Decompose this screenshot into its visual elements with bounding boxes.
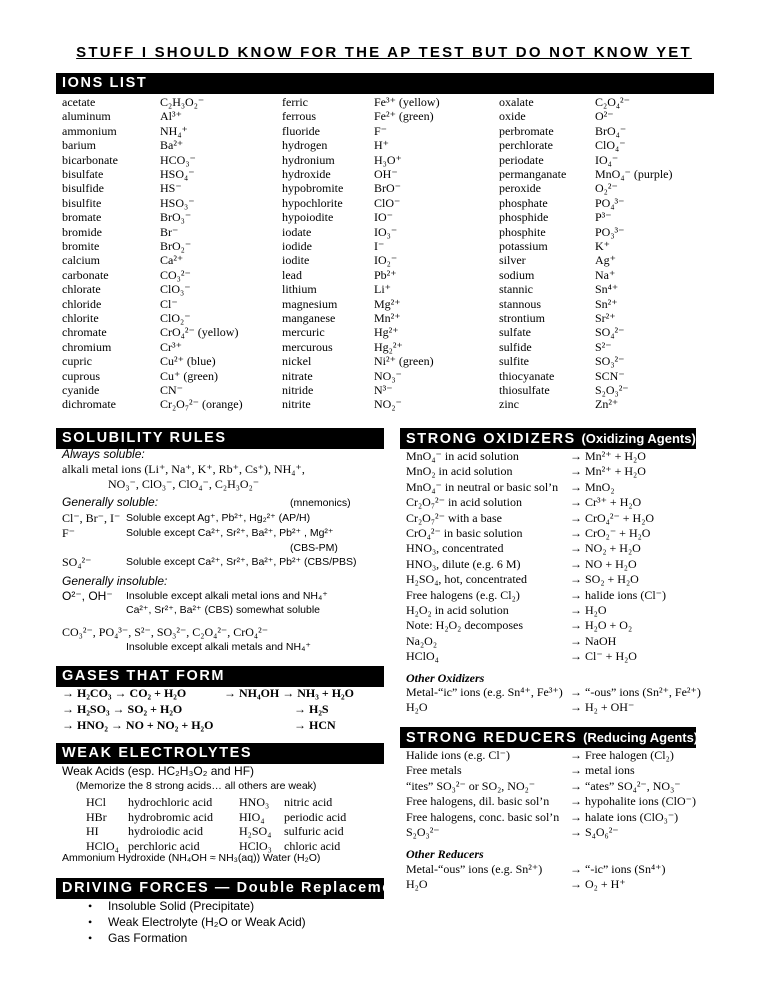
driving-force-item-1: Insoluble Solid (Precipitate) [108, 899, 255, 913]
rule-anions-ions: CO₃²⁻, PO₄³⁻, S²⁻, SO₃²⁻, C₂O₄²⁻, CrO₄²⁻ [62, 625, 269, 639]
ion-name: chloride [62, 296, 102, 311]
other-oxidizer-2-reactant: H₂O [406, 700, 428, 714]
ion-name: nitrate [282, 368, 313, 383]
ion-formula: Cr₂O₇²⁻ (orange) [160, 397, 243, 412]
reaction-reactant: MnO₄⁻ in acid solution [406, 449, 519, 463]
gas-row-3-left: → HNO₂ → NO + NO₂ + H₂O [62, 718, 214, 732]
reaction-reactant: “ites” SO₃²⁻ or SO₂, NO₂⁻ [406, 778, 536, 793]
ion-formula: Mn²⁺ [374, 311, 401, 325]
gas-row-1-left: → H₂CO₃ → CO₂ + H₂O [62, 686, 187, 700]
ion-name: ferric [282, 95, 308, 109]
ion-formula: SO₄²⁻ [595, 325, 625, 340]
ion-name: bisulfide [62, 181, 104, 196]
other-reducers-label: Other Reducers [406, 847, 484, 861]
reaction-product: → hypohalite ions (ClO⁻) [570, 794, 696, 809]
ion-formula: Mg²⁺ [374, 296, 401, 311]
ion-formula: Sr²⁺ [595, 311, 616, 325]
reaction-reactant: Free halogens (e.g. Cl₂) [406, 587, 520, 602]
ion-formula: Ca²⁺ [160, 253, 184, 268]
ion-formula: Cu²⁺ (blue) [160, 354, 216, 369]
ion-formula: H⁺ [374, 138, 389, 153]
ion-name: hypochlorite [282, 195, 343, 210]
ion-name: chromate [62, 325, 107, 340]
ion-formula: HS⁻ [160, 181, 182, 196]
gas-row-3-right: → HCN [294, 718, 336, 732]
ion-formula: O₂²⁻ [595, 181, 618, 196]
ion-name: barium [62, 138, 96, 153]
solubility-header: SOLUBILITY RULES [56, 428, 384, 449]
rule-fluoride-ions: F⁻ [62, 526, 76, 540]
ion-name: bromite [62, 239, 100, 253]
acid-name: sulfuric acid [284, 824, 344, 838]
ion-name: chromium [62, 339, 112, 354]
ion-name: nitrite [282, 397, 311, 412]
ion-formula: ClO₄⁻ [595, 138, 626, 153]
ion-name: fluoride [282, 123, 320, 138]
ion-name: bisulfite [62, 195, 102, 210]
weak-bases-line: Ammonium Hydroxide (NH₄OH ≈ NH₃(aq)) Water (H₂O) [62, 852, 321, 864]
ion-name: hypobromite [282, 181, 344, 196]
ion-formula: S²⁻ [595, 339, 612, 354]
driving-force-item-2: Weak Electrolyte (H₂O or Weak Acid) [108, 915, 306, 929]
ion-name: nickel [282, 354, 312, 369]
reaction-product: → NO + H₂O [570, 556, 637, 571]
rule-fluoride-mnemonic: (CBS-PM) [290, 542, 338, 554]
reaction-reactant: MnO₄⁻ in neutral or basic sol’n [406, 479, 559, 494]
always-soluble-line-2: NO₃⁻, ClO₃⁻, ClO₄⁻, C₂H₃O₂⁻ [108, 477, 260, 491]
driving-forces-header: DRIVING FORCES — Double Replacement [56, 878, 384, 899]
other-oxidizer-2-product: → H₂ + OH⁻ [570, 700, 635, 714]
ion-formula: H₃O⁺ [374, 152, 402, 167]
ion-name: sodium [499, 267, 535, 282]
ion-name: ammonium [62, 123, 117, 138]
ion-name: acetate [62, 95, 96, 109]
ion-formula: Li⁺ [374, 282, 391, 297]
acid-name: nitric acid [284, 795, 333, 809]
ion-name: phosphite [499, 224, 546, 239]
ion-formula: Ag⁺ [595, 253, 616, 268]
reaction-reactant: MnO₂ in acid solution [406, 464, 513, 479]
ion-formula: Br⁻ [160, 224, 179, 239]
ion-name: peroxide [499, 181, 541, 196]
ion-name: chlorate [62, 282, 101, 297]
ion-name: mercurous [282, 339, 333, 354]
other-reducer-2-product: → O₂ + H⁺ [570, 877, 626, 891]
rule-halides-ions: Cl⁻, Br⁻, I⁻ [62, 511, 121, 525]
reaction-reactant: Note: H₂O₂ decomposes [406, 618, 524, 633]
rule-halides-text: Soluble except Ag⁺, Pb²⁺, Hg₂²⁺ (AP/H) [126, 512, 311, 524]
ion-name: hydroxide [282, 167, 331, 181]
ion-name: sulfide [499, 339, 532, 354]
bullet-dot: • [88, 899, 93, 913]
reaction-product: → NO₂ + H₂O [570, 541, 641, 556]
ion-name: thiosulfate [499, 383, 550, 397]
ion-formula: N³⁻ [374, 383, 393, 397]
ion-formula: Hg²⁺ [374, 325, 399, 340]
reaction-reactant: HClO₄ [406, 649, 439, 664]
reducers-header [400, 727, 699, 748]
ions-list-header: IONS LIST [56, 73, 714, 94]
ion-formula: HSO₄⁻ [160, 167, 195, 181]
reaction-reactant: Cr₂O₇²⁻ in acid solution [406, 495, 522, 510]
ion-name: phosphate [499, 195, 548, 210]
ion-formula: OH⁻ [374, 167, 398, 181]
acid-name: chloric acid [284, 838, 341, 853]
reaction-reactant: Halide ions (e.g. Cl⁻) [406, 748, 510, 762]
ion-formula: Cl⁻ [160, 296, 178, 311]
ion-formula: Hg₂²⁺ [374, 339, 403, 354]
acid-name: periodic acid [284, 809, 347, 824]
ion-formula: BrO₄⁻ [595, 123, 627, 138]
ion-name: potassium [499, 239, 548, 253]
ion-formula: I⁻ [374, 239, 385, 253]
reaction-product: → NaOH [570, 633, 617, 648]
ion-name: oxalate [499, 95, 534, 109]
ion-formula: Zn²⁺ [595, 397, 619, 412]
ion-name: nitride [282, 383, 314, 397]
acid-formula: H₂SO₄ [239, 824, 272, 838]
ion-name: dichromate [62, 397, 116, 412]
reaction-reactant: Free halogens, conc. basic sol’n [406, 809, 560, 824]
ion-formula: Cr³⁺ [160, 339, 182, 354]
ion-name: zinc [499, 397, 519, 412]
ion-name: bromate [62, 210, 102, 225]
ion-formula: Fe³⁺ (yellow) [374, 95, 440, 109]
always-soluble-label: Always soluble: [62, 447, 145, 461]
ion-formula: HSO₃⁻ [160, 195, 195, 210]
ion-name: lithium [282, 282, 317, 297]
acid-name: hydrobromic acid [128, 809, 213, 824]
oxidizers-title: STRONG OXIDIZERS [406, 431, 576, 447]
ion-formula: PO₃³⁻ [595, 224, 625, 239]
ion-formula: BrO₃⁻ [160, 210, 192, 225]
driving-force-item-3: Gas Formation [108, 931, 188, 945]
ion-name: hydrogen [282, 138, 328, 153]
bullet-dot: • [88, 915, 93, 929]
ion-name: aluminum [62, 109, 111, 124]
reaction-product: → H₂O + O₂ [570, 618, 633, 633]
reaction-product: → Cr³⁺ + H₂O [570, 495, 642, 510]
rule-sulfate-text: Soluble except Ca²⁺, Sr²⁺, Ba²⁺, Pb²⁺ (CBS/PBS) [126, 556, 357, 568]
ion-name: periodate [499, 152, 544, 167]
always-soluble-line-1: alkali metal ions (Li⁺, Na⁺, K⁺, Rb⁺, Cs⁺), NH₄⁺, [62, 462, 305, 476]
gas-row-1-right: → NH₄OH → NH₃ + H₂O [224, 686, 354, 700]
reaction-reactant: Cr₂O₇²⁻ with a base [406, 510, 502, 525]
ion-formula: K⁺ [595, 239, 610, 253]
rule-sulfate-ions: SO₄²⁻ [62, 555, 92, 569]
ion-formula: ClO₂⁻ [160, 311, 191, 325]
reaction-product: → H₂O [570, 603, 607, 617]
ion-name: perbromate [499, 123, 554, 138]
reaction-product: → SO₂ + H₂O [570, 572, 639, 587]
rule-fluoride-text: Soluble except Ca²⁺, Sr²⁺, Ba²⁺, Pb²⁺ , Mg²⁺ [126, 527, 334, 539]
ion-name: hypoiodite [282, 210, 334, 225]
reaction-product: → halate ions (ClO₃⁻) [570, 809, 679, 824]
oxidizers-subtitle: (Oxidizing Agents) [581, 431, 696, 446]
ion-name: phosphide [499, 210, 549, 225]
ion-formula: CrO₄²⁻ (yellow) [160, 325, 239, 340]
reaction-product: → “ates” SO₄²⁻, NO₃⁻ [570, 778, 681, 793]
other-oxidizers-label: Other Oxidizers [406, 671, 485, 685]
other-reducer-1-product: → “-ic” ions (Sn⁴⁺) [570, 862, 666, 876]
ion-name: iodide [282, 239, 312, 253]
reaction-product: → Mn²⁺ + H₂O [570, 464, 646, 479]
ion-formula: S₂O₃²⁻ [595, 383, 629, 397]
ion-formula: NO₂⁻ [374, 397, 402, 412]
acid-formula: HBr [86, 809, 107, 824]
reaction-reactant: Na₂O₂ [406, 633, 438, 648]
ion-formula: O²⁻ [595, 109, 614, 124]
ion-formula: C₂H₃O₂⁻ [160, 95, 205, 109]
ion-name: bisulfate [62, 167, 104, 181]
ion-formula: BrO₂⁻ [160, 239, 192, 253]
ion-name: oxide [499, 109, 526, 124]
page-title: STUFF I SHOULD KNOW FOR THE AP TEST BUT DO NOT KNOW YET [76, 44, 692, 61]
strong-acids-note: (Memorize the 8 strong acids… all others are weak) [76, 780, 317, 792]
ion-name: cyanide [62, 383, 100, 397]
reaction-product: → Cl⁻ + H₂O [570, 649, 637, 664]
ion-name: silver [499, 253, 526, 268]
ion-formula: SO₃²⁻ [595, 354, 625, 369]
ion-formula: P³⁻ [595, 210, 612, 225]
acid-name: hydroiodic acid [128, 824, 203, 838]
reaction-product: → Mn²⁺ + H₂O [570, 449, 646, 463]
reaction-reactant: H₂SO₄, hot, concentrated [406, 572, 528, 587]
reaction-product: → Free halogen (Cl₂) [570, 748, 674, 762]
ion-name: permanganate [499, 167, 567, 181]
generally-insoluble-label: Generally insoluble: [62, 574, 168, 588]
weak-electrolytes-header: WEAK ELECTROLYTES [56, 743, 384, 764]
rule-oxide-text: Insoluble except alkali metal ions and NH₄⁺ [126, 590, 328, 602]
reducers-title: STRONG REDUCERS [406, 730, 578, 746]
weak-acids-line: Weak Acids (esp. HC₂H₃O₂ and HF) [62, 764, 255, 778]
acid-formula: HCl [86, 795, 107, 809]
ion-name: manganese [282, 311, 336, 325]
ion-formula: IO₃⁻ [374, 224, 398, 239]
rule-oxide-ions: O²⁻, OH⁻ [62, 589, 113, 603]
ion-formula: F⁻ [374, 123, 388, 138]
reaction-product: → halide ions (Cl⁻) [570, 587, 666, 602]
reaction-reactant: HNO₃, concentrated [406, 541, 504, 556]
ion-formula: HCO₃⁻ [160, 152, 196, 167]
gas-row-2-right: → H₂S [294, 702, 329, 716]
acid-formula: HClO₃ [239, 838, 272, 853]
ion-formula: NO₃⁻ [374, 368, 402, 383]
ion-name: bromide [62, 224, 102, 239]
acid-formula: HI [86, 824, 99, 838]
reaction-reactant: H₂O₂ in acid solution [406, 603, 509, 617]
ion-name: carbonate [62, 267, 109, 282]
bullet-dot: • [88, 931, 93, 945]
reaction-reactant: Free metals [406, 763, 462, 778]
reaction-product: → MnO₂ [570, 479, 615, 494]
reaction-product: → CrO₄²⁻ + H₂O [570, 510, 655, 525]
ion-formula: Ni²⁺ (green) [374, 354, 434, 369]
ion-name: iodate [282, 224, 312, 239]
other-oxidizer-1-product: → “-ous” ions (Sn²⁺, Fe²⁺) [570, 685, 701, 699]
ion-name: magnesium [282, 296, 338, 311]
ion-name: ferrous [282, 109, 316, 124]
ion-formula: Sn⁴⁺ [595, 282, 619, 297]
ion-formula: IO⁻ [374, 210, 393, 225]
gases-header: GASES THAT FORM [56, 666, 384, 687]
ion-formula: NH₄⁺ [160, 123, 188, 138]
ion-name: bicarbonate [62, 152, 118, 167]
ion-name: hydronium [282, 152, 335, 167]
ion-name: thiocyanate [499, 368, 555, 383]
reaction-product: → CrO₂⁻ + H₂O [570, 526, 651, 540]
ion-formula: CO₃²⁻ [160, 267, 191, 282]
ion-name: sulfite [499, 354, 529, 369]
ion-formula: Pb²⁺ [374, 267, 397, 282]
ion-formula: Fe²⁺ (green) [374, 109, 434, 124]
other-reducer-1-reactant: Metal-“ous” ions (e.g. Sn²⁺) [406, 862, 543, 876]
ion-name: strontium [499, 311, 546, 325]
ion-formula: Al³⁺ [160, 109, 182, 124]
reaction-reactant: CrO₄²⁻ in basic solution [406, 526, 523, 540]
ion-name: perchlorate [499, 138, 553, 153]
ion-name: lead [282, 267, 302, 282]
ion-name: iodite [282, 253, 310, 268]
ion-name: chlorite [62, 311, 99, 325]
gas-row-2-left: → H₂SO₃ → SO₂ + H₂O [62, 702, 183, 716]
acid-formula: HClO₄ [86, 838, 119, 853]
ion-name: stannic [499, 282, 533, 297]
reaction-product: → S₄O₆²⁻ [570, 825, 619, 839]
oxidizers-header [400, 428, 696, 449]
reaction-product: → metal ions [570, 763, 635, 778]
reaction-reactant: HNO₃, dilute (e.g. 6 M) [406, 556, 521, 571]
ion-name: calcium [62, 253, 100, 268]
other-reducer-2-reactant: H₂O [406, 877, 428, 891]
ion-name: cuprous [62, 368, 100, 383]
reducers-subtitle: (Reducing Agents) [583, 730, 699, 745]
ion-formula: CN⁻ [160, 383, 184, 397]
ion-formula: IO₄⁻ [595, 152, 619, 167]
rule-anions-text: Insoluble except alkali metals and NH₄⁺ [126, 641, 311, 653]
ion-name: mercuric [282, 325, 325, 340]
ion-formula: Cu⁺ (green) [160, 368, 218, 383]
acid-formula: HIO₄ [239, 809, 265, 824]
other-oxidizer-1-reactant: Metal-“ic” ions (e.g. Sn⁴⁺, Fe³⁺) [406, 685, 563, 699]
acid-name: hydrochloric acid [128, 795, 213, 809]
ion-formula: IO₂⁻ [374, 253, 398, 268]
ion-name: cupric [62, 354, 92, 369]
generally-soluble-label: Generally soluble: [62, 495, 159, 509]
reaction-reactant: Free halogens, dil. basic sol’n [406, 794, 550, 809]
reaction-reactant: S₂O₃²⁻ [406, 825, 440, 839]
mnemonics-label: (mnemonics) [290, 497, 351, 509]
ion-formula: ClO⁻ [374, 195, 401, 210]
ion-formula: ClO₃⁻ [160, 282, 191, 297]
ion-formula: MnO₄⁻ (purple) [595, 167, 673, 181]
acid-formula: HNO₃ [239, 795, 270, 809]
ion-formula: BrO⁻ [374, 181, 401, 196]
rule-oxide-text-2: Ca²⁺, Sr²⁺, Ba²⁺ (CBS) somewhat soluble [126, 604, 321, 616]
acid-name: perchloric acid [128, 838, 200, 853]
ion-name: sulfate [499, 325, 531, 340]
ion-formula: PO₄³⁻ [595, 195, 625, 210]
ion-formula: SCN⁻ [595, 368, 625, 383]
ion-formula: Na⁺ [595, 267, 616, 282]
ion-formula: C₂O₄²⁻ [595, 95, 630, 109]
ion-name: stannous [499, 296, 541, 311]
ion-formula: Sn²⁺ [595, 296, 618, 311]
ion-formula: Ba²⁺ [160, 138, 184, 153]
